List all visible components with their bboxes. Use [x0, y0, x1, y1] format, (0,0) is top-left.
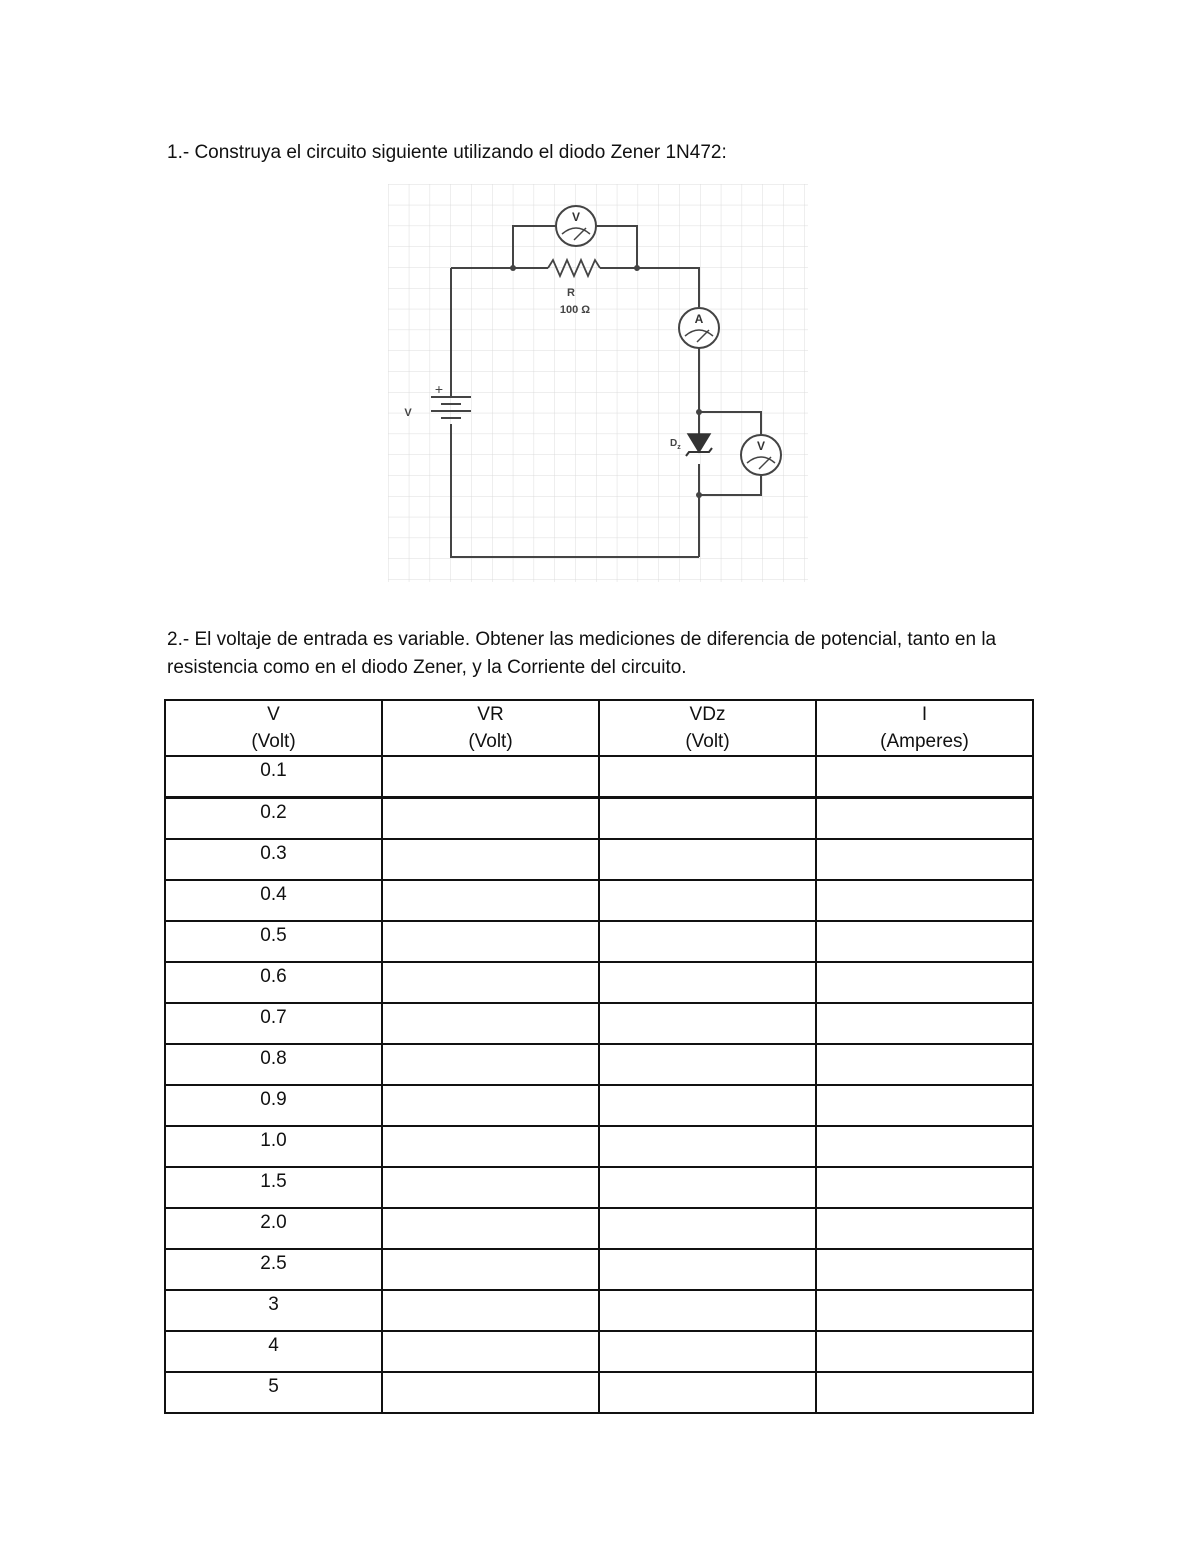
- junction-dot: [696, 492, 702, 498]
- diode-label: $D_z$: [670, 438, 681, 451]
- vdz-cell[interactable]: [599, 756, 816, 798]
- voltage-cell: 0.4: [165, 880, 382, 921]
- table-row: [165, 839, 1033, 880]
- vdz-cell[interactable]: [599, 1208, 816, 1249]
- table-row: [165, 756, 1033, 798]
- vdz-cell[interactable]: [599, 1003, 816, 1044]
- voltmeter-symbol: V: [571, 210, 581, 224]
- current-cell[interactable]: [816, 1208, 1033, 1249]
- vdz-cell[interactable]: [599, 1249, 816, 1290]
- voltage-cell: 3: [165, 1290, 382, 1331]
- voltage-cell: 0.1: [165, 756, 382, 798]
- voltage-cell: 1.0: [165, 1126, 382, 1167]
- vr-cell[interactable]: [382, 1003, 599, 1044]
- vdz-cell[interactable]: [599, 1290, 816, 1331]
- junction-dot: [510, 265, 516, 271]
- vr-cell[interactable]: [382, 1044, 599, 1085]
- current-cell[interactable]: [816, 962, 1033, 1003]
- table-row: [165, 798, 1033, 840]
- current-cell[interactable]: [816, 1003, 1033, 1044]
- vr-cell[interactable]: [382, 1167, 599, 1208]
- current-cell[interactable]: [816, 1249, 1033, 1290]
- source-label: V: [404, 407, 412, 419]
- vdz-cell[interactable]: [599, 1085, 816, 1126]
- vr-cell[interactable]: [382, 880, 599, 921]
- table-row: [165, 1372, 1033, 1413]
- vr-cell[interactable]: [382, 798, 599, 840]
- current-cell[interactable]: [816, 1085, 1033, 1126]
- current-cell[interactable]: [816, 756, 1033, 798]
- table-header-row: [165, 700, 1033, 756]
- vdz-cell[interactable]: [599, 921, 816, 962]
- current-cell[interactable]: [816, 798, 1033, 840]
- vr-cell[interactable]: [382, 756, 599, 798]
- vr-cell[interactable]: [382, 962, 599, 1003]
- source-plus: +: [434, 381, 444, 397]
- vdz-cell[interactable]: [599, 798, 816, 840]
- junction-dot: [634, 265, 640, 271]
- vr-cell[interactable]: [382, 1290, 599, 1331]
- voltage-cell: 2.0: [165, 1208, 382, 1249]
- vr-cell[interactable]: [382, 1249, 599, 1290]
- header-i: I (Amperes): [816, 700, 1033, 756]
- table-body: [165, 756, 1033, 1413]
- vr-cell[interactable]: [382, 839, 599, 880]
- table-row: [165, 1085, 1033, 1126]
- voltage-cell: 0.6: [165, 962, 382, 1003]
- header-vdz: VDz (Volt): [599, 700, 816, 756]
- vdz-cell[interactable]: [599, 1167, 816, 1208]
- vr-cell[interactable]: [382, 1331, 599, 1372]
- circuit-diagram: [388, 184, 808, 582]
- table-row: [165, 880, 1033, 921]
- voltmeter-symbol: V: [756, 439, 766, 453]
- current-cell[interactable]: [816, 1290, 1033, 1331]
- vr-cell[interactable]: [382, 1126, 599, 1167]
- vdz-cell[interactable]: [599, 1331, 816, 1372]
- resistor-value: 100 Ω: [559, 304, 591, 316]
- current-cell[interactable]: [816, 1167, 1033, 1208]
- table-row: [165, 1126, 1033, 1167]
- voltage-cell: 0.9: [165, 1085, 382, 1126]
- table-row: [165, 1331, 1033, 1372]
- vdz-cell[interactable]: [599, 839, 816, 880]
- voltage-cell: 4: [165, 1331, 382, 1372]
- vdz-cell[interactable]: [599, 1126, 816, 1167]
- vdz-cell[interactable]: [599, 962, 816, 1003]
- junction-dot: [696, 409, 702, 415]
- voltage-cell: 1.5: [165, 1167, 382, 1208]
- current-cell[interactable]: [816, 1126, 1033, 1167]
- current-cell[interactable]: [816, 1044, 1033, 1085]
- voltage-cell: 0.3: [165, 839, 382, 880]
- current-cell[interactable]: [816, 839, 1033, 880]
- table-row: [165, 1003, 1033, 1044]
- question-1: 1.- Construya el circuito siguiente utilizando el diodo Zener 1N472:: [167, 142, 727, 163]
- voltage-cell: 0.5: [165, 921, 382, 962]
- voltage-cell: 2.5: [165, 1249, 382, 1290]
- header-vr: VR (Volt): [382, 700, 599, 756]
- vr-cell[interactable]: [382, 921, 599, 962]
- resistor-label: R: [567, 287, 575, 299]
- table-row: [165, 1167, 1033, 1208]
- table-row: [165, 921, 1033, 962]
- vr-cell[interactable]: [382, 1208, 599, 1249]
- current-cell[interactable]: [816, 1331, 1033, 1372]
- table-row: [165, 962, 1033, 1003]
- current-cell[interactable]: [816, 1372, 1033, 1413]
- vr-cell[interactable]: [382, 1085, 599, 1126]
- vdz-cell[interactable]: [599, 1372, 816, 1413]
- question-2: 2.- El voltaje de entrada es variable. Obtener las mediciones de diferencia de potencial, tanto en la resistencia como en el diodo Zener, y la Corriente del circuito.: [167, 629, 997, 678]
- voltage-cell: 0.7: [165, 1003, 382, 1044]
- table-row: [165, 1208, 1033, 1249]
- vdz-cell[interactable]: [599, 880, 816, 921]
- table-row: [165, 1044, 1033, 1085]
- measurement-table: [164, 699, 1034, 1414]
- voltage-cell: 0.2: [165, 798, 382, 840]
- voltage-cell: 5: [165, 1372, 382, 1413]
- table-row: [165, 1290, 1033, 1331]
- ammeter-symbol: A: [694, 312, 704, 326]
- table-row: [165, 1249, 1033, 1290]
- current-cell[interactable]: [816, 880, 1033, 921]
- vr-cell[interactable]: [382, 1372, 599, 1413]
- voltage-cell: 0.8: [165, 1044, 382, 1085]
- current-cell[interactable]: [816, 921, 1033, 962]
- header-v: V (Volt): [165, 700, 382, 756]
- vdz-cell[interactable]: [599, 1044, 816, 1085]
